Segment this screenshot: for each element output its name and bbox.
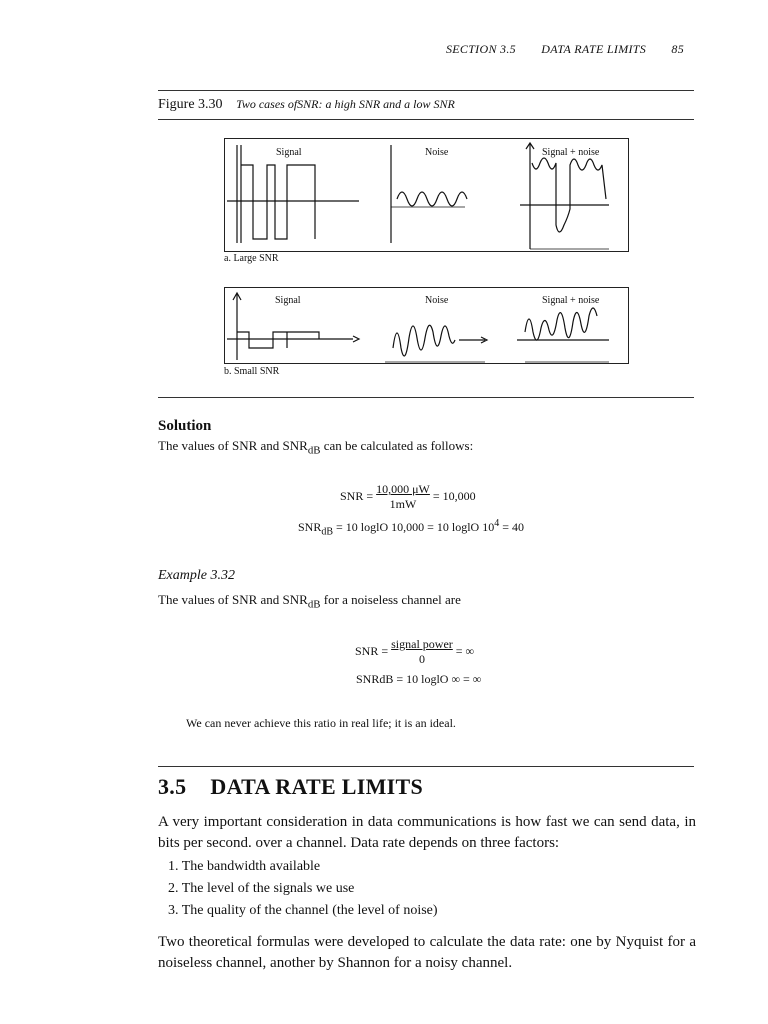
- panel-a-caption: a. Large SNR: [224, 253, 279, 264]
- running-header: [424, 42, 684, 57]
- solution-intro-sub: dB: [307, 444, 321, 457]
- panel-a-sum-label: Signal + noise: [542, 147, 600, 158]
- panel-a-signal-plot: [227, 145, 359, 243]
- figure-label: Figure 3.30: [158, 97, 223, 112]
- solution-intro: [158, 438, 473, 457]
- figure-top-rule: [158, 90, 694, 91]
- eq1-numerator: 10,000 μW: [376, 482, 430, 496]
- panel-b-noise-plot: [385, 325, 487, 362]
- solution-equation-1: [340, 482, 476, 512]
- example-equation-1: [355, 637, 474, 667]
- example-text-sub: dB: [307, 598, 321, 611]
- solution-intro-text: The values of SNR and SNR: [158, 438, 308, 453]
- eq2-sup: 4: [494, 518, 500, 529]
- example-text-end: for a noiseless channel are: [320, 592, 461, 607]
- figure-caption-text: Two cases ofSNR: a high SNR and a low SNR: [236, 97, 455, 111]
- panel-b-signal-plot: [227, 293, 359, 360]
- eq1-lhs: SNR =: [340, 488, 377, 503]
- panel-a-noise-label: Noise: [425, 147, 449, 158]
- example-eq1-denominator: 0: [418, 652, 425, 666]
- figure-bottom-rule: [158, 397, 694, 398]
- figure-caption: [158, 97, 455, 113]
- header-title: DATA RATE LIMITS: [541, 42, 647, 56]
- eq1-denominator: 1mW: [389, 497, 417, 511]
- solution-heading: Solution: [158, 418, 212, 434]
- panel-large-snr: [224, 138, 629, 252]
- panel-a-noise-plot: [391, 145, 467, 243]
- header-section: SECTION 3.5: [445, 42, 516, 56]
- solution-intro-end: can be calculated as follows:: [320, 438, 474, 453]
- solution-equation-2: [298, 518, 524, 537]
- list-item: 2. The level of the signals we use: [168, 881, 355, 896]
- section-heading: [158, 774, 423, 800]
- example-text-main: The values of SNR and SNR: [158, 592, 308, 607]
- eq2-sub: dB: [321, 526, 334, 538]
- panel-b-caption: b. Small SNR: [224, 366, 280, 377]
- example-text: [158, 592, 461, 611]
- eq1-rhs: = 10,000: [432, 488, 476, 503]
- eq1-fraction: [376, 482, 430, 512]
- eq2-rest: = 10 loglO 10,000 = 10 loglO 10: [333, 520, 495, 534]
- panel-b-noise-label: Noise: [425, 295, 449, 306]
- panel-a-waveforms: [225, 139, 628, 251]
- example-eq1-rhs: = ∞: [455, 643, 475, 658]
- header-page-number: 85: [671, 42, 684, 56]
- eq2-lhs: SNR: [298, 520, 322, 534]
- example-note: We can never achieve this ratio in real life; it is an ideal.: [186, 716, 456, 730]
- section-title: DATA RATE LIMITS: [210, 774, 424, 799]
- example-equation-2: SNRdB = 10 loglO ∞ = ∞: [356, 672, 482, 686]
- list-item: 3. The quality of the channel (the level of noise): [168, 903, 438, 918]
- list-item: 1. The bandwidth available: [168, 859, 321, 874]
- example-label: Example 3.32: [158, 568, 235, 583]
- section-top-rule: [158, 766, 694, 767]
- figure-caption-rule: [158, 119, 694, 120]
- example-eq1-fraction: [391, 637, 453, 667]
- section-paragraph-2: Two theoretical formulas were developed to calculate the data rate: one by Nyquist for a noiseless channel, another by Shannon for a noisy channel.: [158, 934, 696, 971]
- panel-a-sum-plot: [520, 143, 609, 249]
- panel-b-waveforms: [225, 288, 628, 363]
- panel-small-snr: [224, 287, 629, 364]
- section-number: 3.5: [158, 774, 187, 799]
- panel-b-sum-label: Signal + noise: [542, 295, 600, 306]
- panel-a-signal-label: Signal: [276, 147, 302, 158]
- panel-b-signal-label: Signal: [275, 295, 301, 306]
- panel-b-sum-plot: [517, 308, 609, 362]
- example-eq1-numerator: signal power: [391, 637, 453, 651]
- eq2-end: = 40: [499, 520, 524, 534]
- example-eq1-lhs: SNR =: [355, 643, 392, 658]
- section-paragraph-1: A very important consideration in data communications is how fast we can send data, in bits per second. over a channel. Data rate depends on three factors:: [158, 814, 696, 851]
